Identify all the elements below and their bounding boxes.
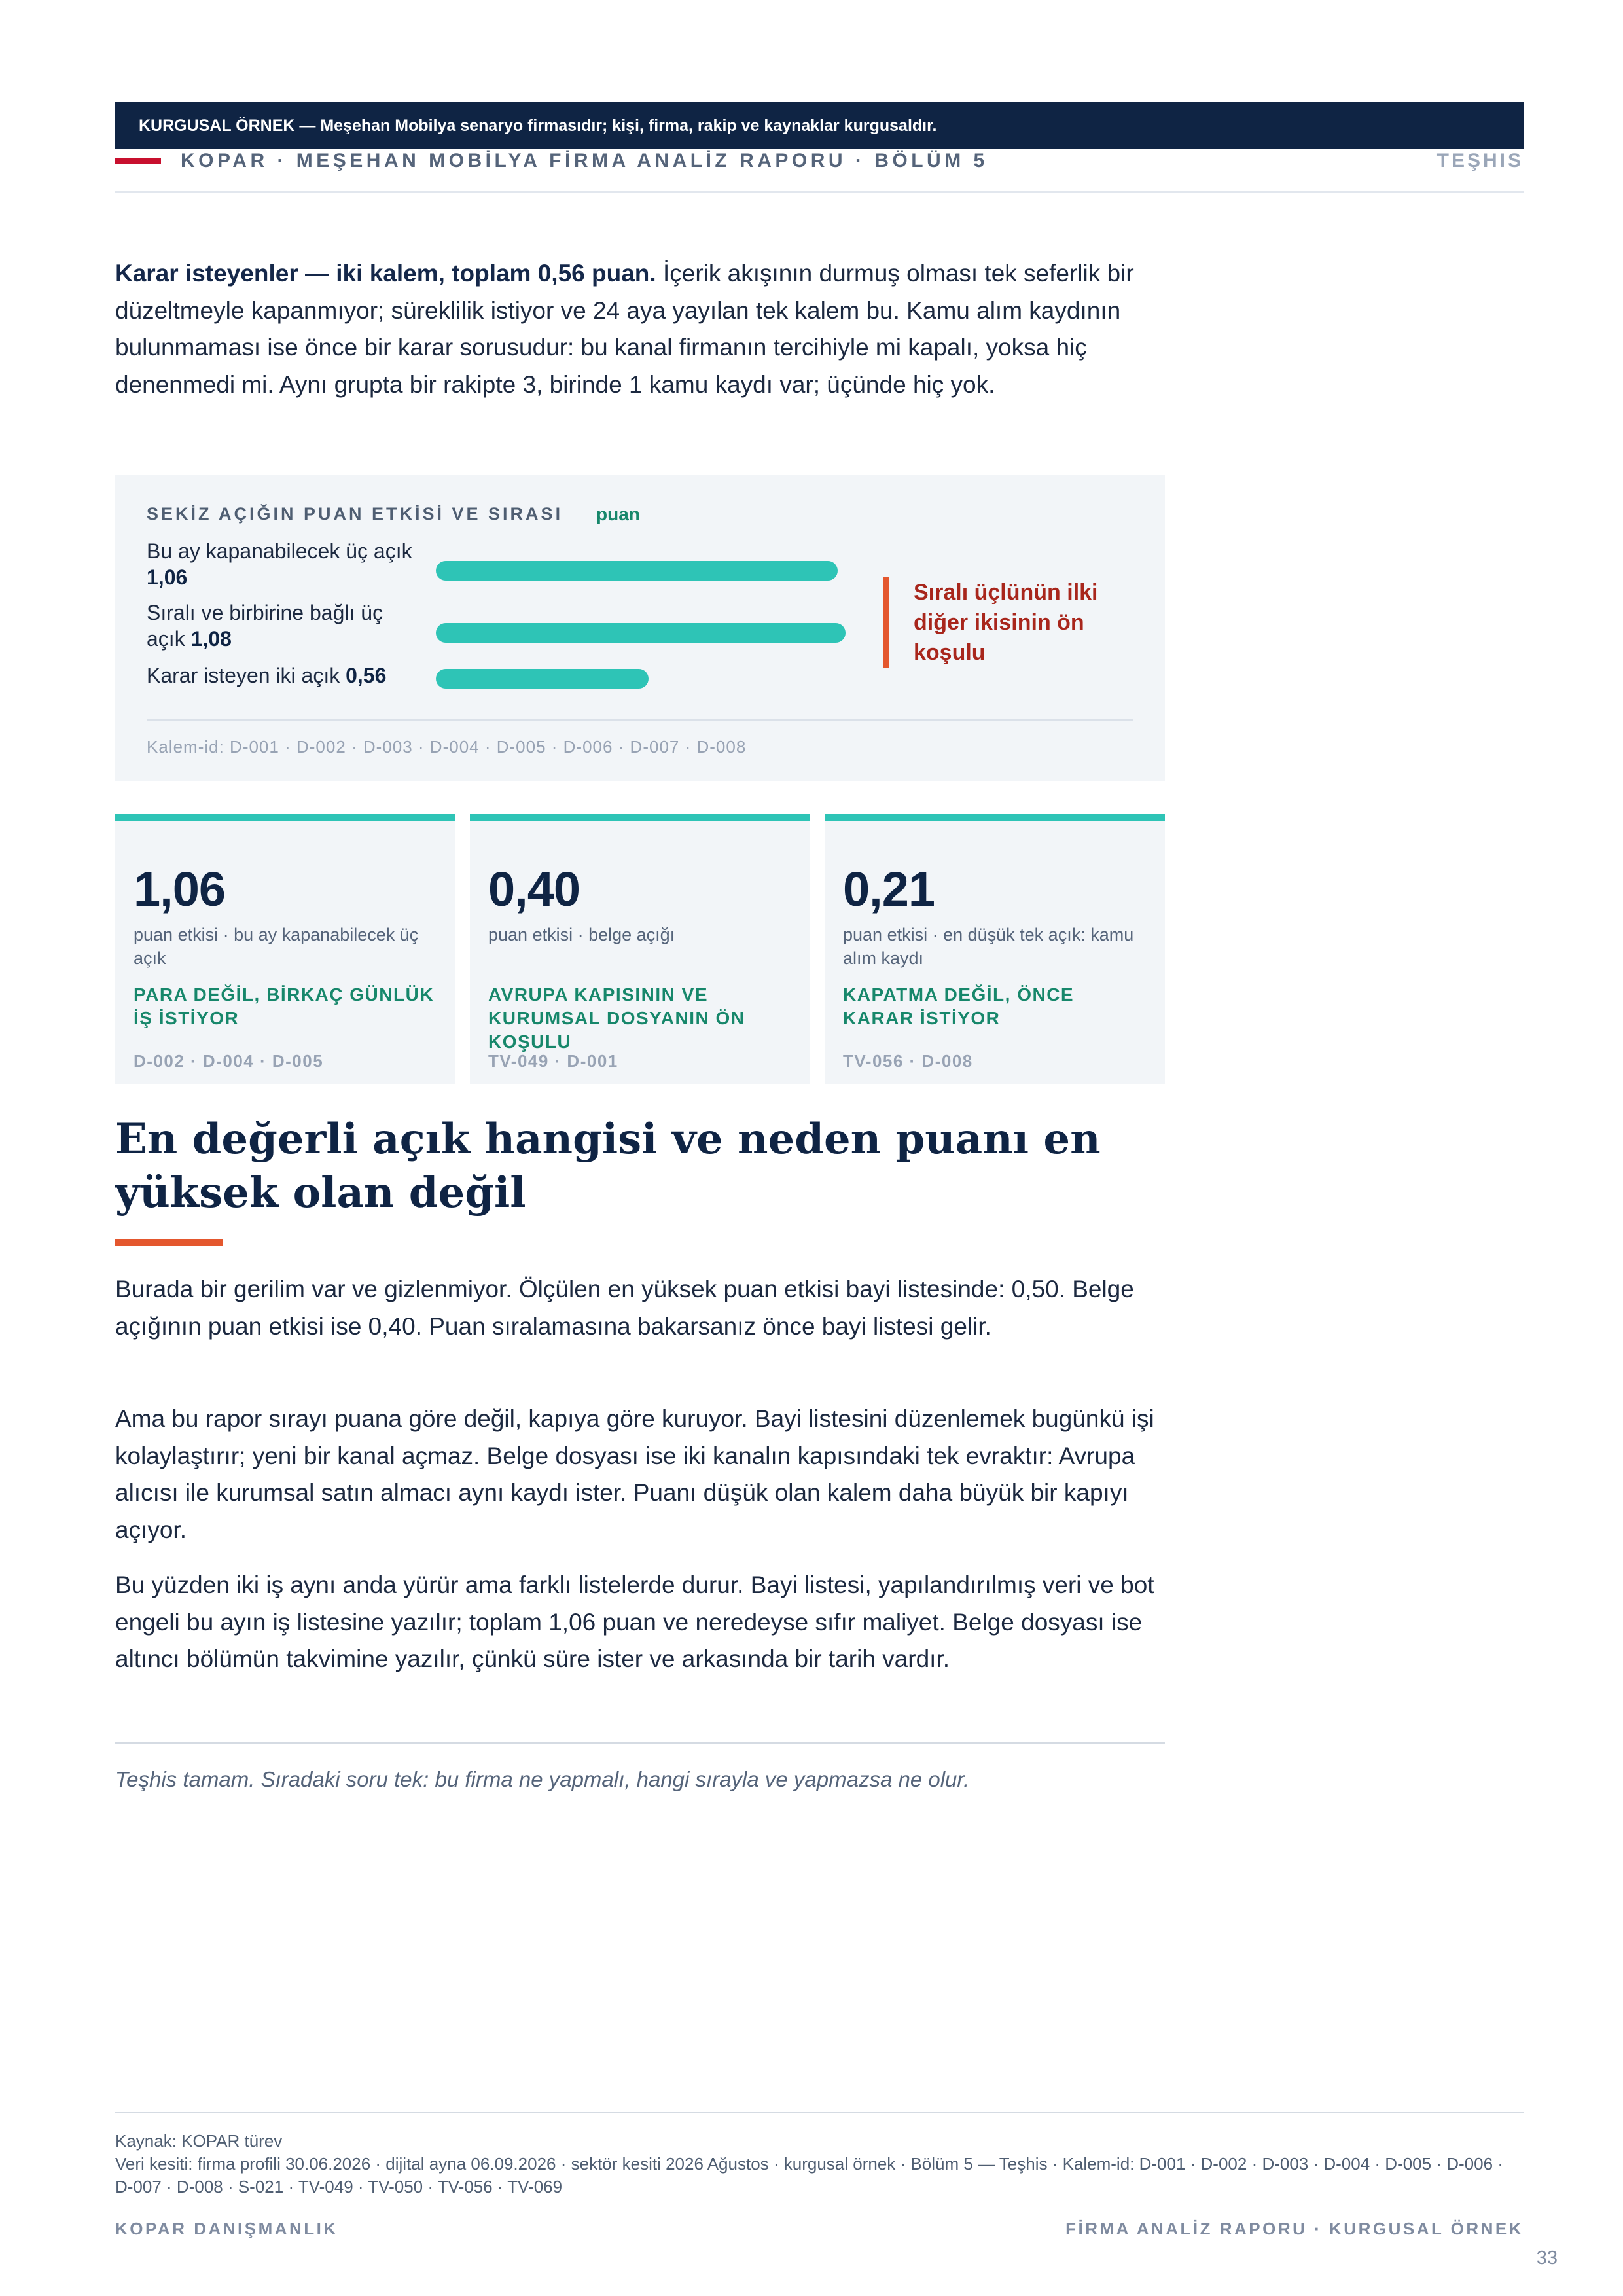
kpi-references: TV-049 · D-001 — [488, 1051, 618, 1071]
kpi-references: D-002 · D-004 · D-005 — [134, 1051, 324, 1071]
body-paragraph-1: Burada bir gerilim var ve gizlenmiyor. Ölçülen en yüksek puan etkisi bayi listesinde: 0,50. Belge açığının puan etkisi ise 0,40. Puan sıralamasına bakarsanız önce bayi listesi gelir. — [115, 1276, 1134, 1340]
footer-publisher: KOPAR DANIŞMANLIK — [115, 2219, 338, 2238]
intro-text: İçerik akışının durmuş olması tek seferlik bir düzeltmeyle kapanmıyor; süreklilik istiyor ve 24 aya yayılan tek kalem bu. Kamu alım kaydının bulunmaması ise önce bir karar sorusudur: bu kanal firmanın tercihiyle mi kapalı, yoksa hiç denenmedi mi. Aynı grupta bir rakipte 3, birinde 1 kamu kaydı var; üçünde hiç yok. — [115, 260, 1134, 398]
kpi-value: 0,40 — [488, 862, 580, 916]
footer-report-label: FİRMA ANALİZ RAPORU · KURGUSAL ÖRNEK — [1065, 2219, 1524, 2238]
kpi-card-public-procurement — [825, 814, 1165, 1084]
kpi-card-document-gap — [470, 814, 810, 1084]
footer-source-block — [115, 2130, 1524, 2198]
kpi-card-quick-wins — [115, 814, 455, 1084]
chart-annotation: Sıralı üçlünün ilki diğer ikisinin ön koşulu — [914, 580, 1098, 665]
chart-divider — [147, 719, 1133, 721]
kpi-note: KAPATMA DEĞİL, ÖNCE KARAR İSTİYOR — [843, 984, 1075, 1028]
header-divider — [115, 191, 1524, 193]
closing-remark: Teşhis tamam. Sıradaki soru tek: bu firma ne yapmalı, hangi sırayla ve yapmazsa ne olur. — [115, 1767, 970, 1791]
bar-category-2: Sıralı ve birbirine bağlı üç açık — [147, 601, 383, 651]
kpi-note: PARA DEĞİL, BİRKAÇ GÜNLÜK İŞ İSTİYOR — [134, 984, 435, 1028]
kpi-references: TV-056 · D-008 — [843, 1051, 973, 1071]
intro-lead: Karar isteyenler — iki kalem, toplam 0,56 puan. — [115, 260, 656, 287]
kpi-description: puan etkisi · belge açığı — [488, 925, 675, 944]
bar-category-3: Karar isteyen iki açık — [147, 664, 340, 687]
kpi-description: puan etkisi · bu ay kapanabilecek üç açık — [134, 925, 419, 968]
bar-1 — [436, 561, 838, 581]
body-paragraph-3: Bu yüzden iki iş aynı anda yürür ama farklı listelerde durur. Bayi listesi, yapılandırılmış veri ve bot engeli bu ayın iş listesine yazılır; toplam 1,06 puan ve neredeyse sıfır maliyet. Belge dosyası ise altıncı bölümün takvimine yazılır, çünkü süre ister ve arkasında bir tarih vardır. — [115, 1571, 1154, 1672]
bar-value-label-1: 1,06 — [147, 565, 188, 589]
footer-source: Kaynak: KOPAR türev — [115, 2131, 283, 2151]
chart-unit: puan — [596, 504, 640, 524]
callout-marker — [883, 577, 889, 668]
footer-divider — [115, 2112, 1524, 2113]
kpi-description: puan etkisi · en düşük tek açık: kamu alım kaydı — [843, 925, 1134, 968]
chart-footnote: Kalem-id: D-001 · D-002 · D-003 · D-004 · D-005 · D-006 · D-007 · D-008 — [147, 737, 747, 757]
kpi-note: AVRUPA KAPISININ VE KURUMSAL DOSYANIN ÖN KOŞULU — [488, 984, 745, 1052]
page-number: 33 — [1536, 2248, 1558, 2269]
section-label: TEŞHIS — [1436, 150, 1524, 171]
running-title: KOPAR · MEŞEHAN MOBİLYA FİRMA ANALİZ RAPORU · BÖLÜM 5 — [181, 150, 988, 171]
kpi-value: 0,21 — [843, 862, 935, 916]
bar-value-label-3: 0,56 — [346, 664, 387, 687]
intro-paragraph — [115, 255, 1149, 403]
section-heading: En değerli açık hangisi ve neden puanı en yüksek olan değil — [115, 1115, 1101, 1217]
heading-accent-rule — [115, 1239, 223, 1246]
bar-value-label-2: 1,08 — [190, 627, 232, 651]
bar-label-2 — [147, 600, 421, 652]
chart-title: SEKİZ AÇIĞIN PUAN ETKİSİ VE SIRASI — [147, 504, 563, 524]
closing-divider — [115, 1742, 1165, 1744]
gap-impact-chart — [115, 475, 1165, 781]
body-paragraph-2: Ama bu rapor sırayı puana göre değil, kapıya göre kuruyor. Bayi listesini düzenlemek bugünkü işi kolaylaştırır; yeni bir kanal açmaz. Belge dosyası ise iki kanalın kapısındaki tek evraktır: Avrupa alıcısı ile kurumsal satın almacı aynı kaydı ister. Puanı düşük olan kalem daha büyük bir kapıyı açıyor. — [115, 1405, 1154, 1543]
fictional-example-banner: KURGUSAL ÖRNEK — Meşehan Mobilya senaryo firmasıdır; kişi, firma, rakip ve kaynaklar kurgusaldır. — [115, 102, 1524, 149]
bar-label-1 — [147, 538, 421, 590]
kpi-value: 1,06 — [134, 862, 226, 916]
footer-data-cut: Veri kesiti: firma profili 30.06.2026 · dijital ayna 06.09.2026 · sektör kesiti 2026 Ağustos · kurgusal örnek · Bölüm 5 — Teşhis · Kalem-id: D-001 · D-002 · D-003 · D-004 · D-005 · D-006 · D-007 · D-008 · S-021 · TV-049 · TV-050 · TV-056 · TV-069 — [115, 2154, 1503, 2197]
header-accent-mark — [115, 158, 161, 164]
bar-2 — [436, 623, 846, 643]
bar-3 — [436, 669, 649, 689]
bar-category-1: Bu ay kapanabilecek üç açık — [147, 539, 412, 563]
bar-label-3 — [147, 662, 421, 689]
